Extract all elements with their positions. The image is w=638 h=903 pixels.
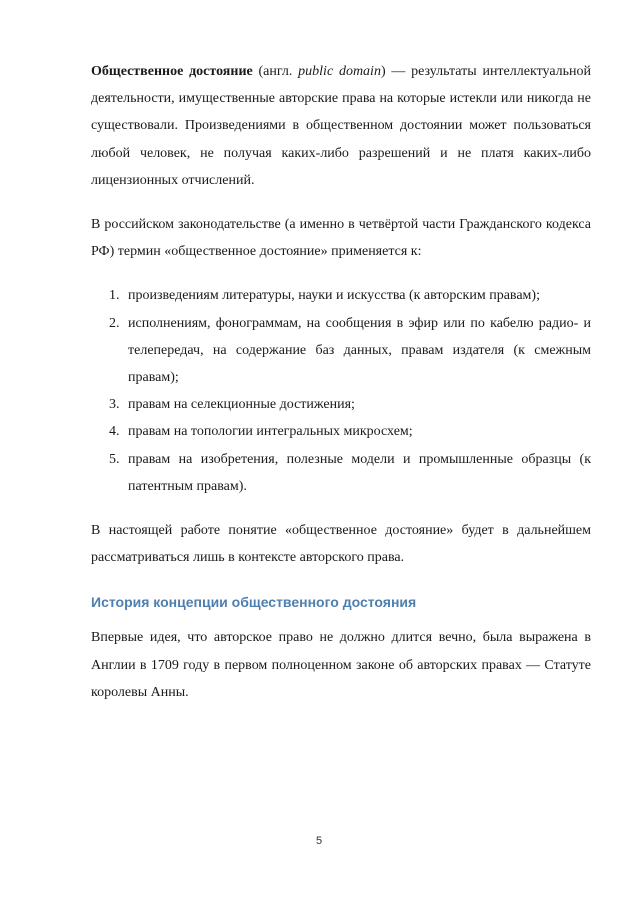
page-number: 5 [315, 835, 323, 847]
history-paragraph: Впервые идея, что авторское право не должно длится вечно, была выражена в Англии в 1709 году в первом полноценном законе об авторских правах — Статуте королевы Анны. [91, 630, 591, 700]
list-item [91, 282, 591, 309]
list-number: 3. [109, 397, 120, 413]
list-number: 1. [109, 288, 120, 304]
list-text: правам на селекционные достижения; [128, 397, 355, 413]
english-term: public domain [298, 64, 381, 79]
document-body [91, 58, 591, 706]
law-paragraph: В российском законодательстве (а именно в четвёртой части Гражданского кодекса РФ) термин «общественное достояние» применяется к: [91, 217, 591, 260]
list-number: 4. [109, 424, 120, 440]
rights-list [91, 282, 591, 500]
list-text: исполнениям, фонограммам, на сообщения в эфир или по кабелю радио- и телепередач, на содержание баз данных, правам издателя (к смежным правам); [128, 315, 591, 386]
term-bold: Общественное достояние [91, 64, 253, 79]
section-heading: История концепции общественного достояния [91, 594, 417, 611]
list-item [91, 418, 591, 445]
list-text: правам на топологии интегральных микросхем; [128, 424, 413, 440]
list-text: правам на изобретения, полезные модели и промышленные образцы (к патентным правам). [128, 451, 591, 494]
paren-open: (англ. [252, 64, 299, 79]
list-item [91, 391, 591, 418]
context-paragraph: В настоящей работе понятие «общественное достояние» будет в дальнейшем рассматриваться лишь в контексте авторского права. [91, 523, 591, 566]
intro-paragraph [91, 58, 591, 194]
list-number: 2. [109, 315, 120, 331]
list-item [91, 446, 591, 500]
list-number: 5. [109, 451, 120, 467]
list-item [91, 310, 591, 392]
definition-text: ) — результаты интеллектуальной деятельности, имущественные авторские права на которые истекли или никогда не существовали. Произведениями в общественном достоянии может пользоваться любой человек, не получая каких-либо разрешений и не платя каких-либо лицензионных отчислений. [91, 64, 592, 188]
list-text: произведениям литературы, науки и искусства (к авторским правам); [128, 288, 540, 304]
